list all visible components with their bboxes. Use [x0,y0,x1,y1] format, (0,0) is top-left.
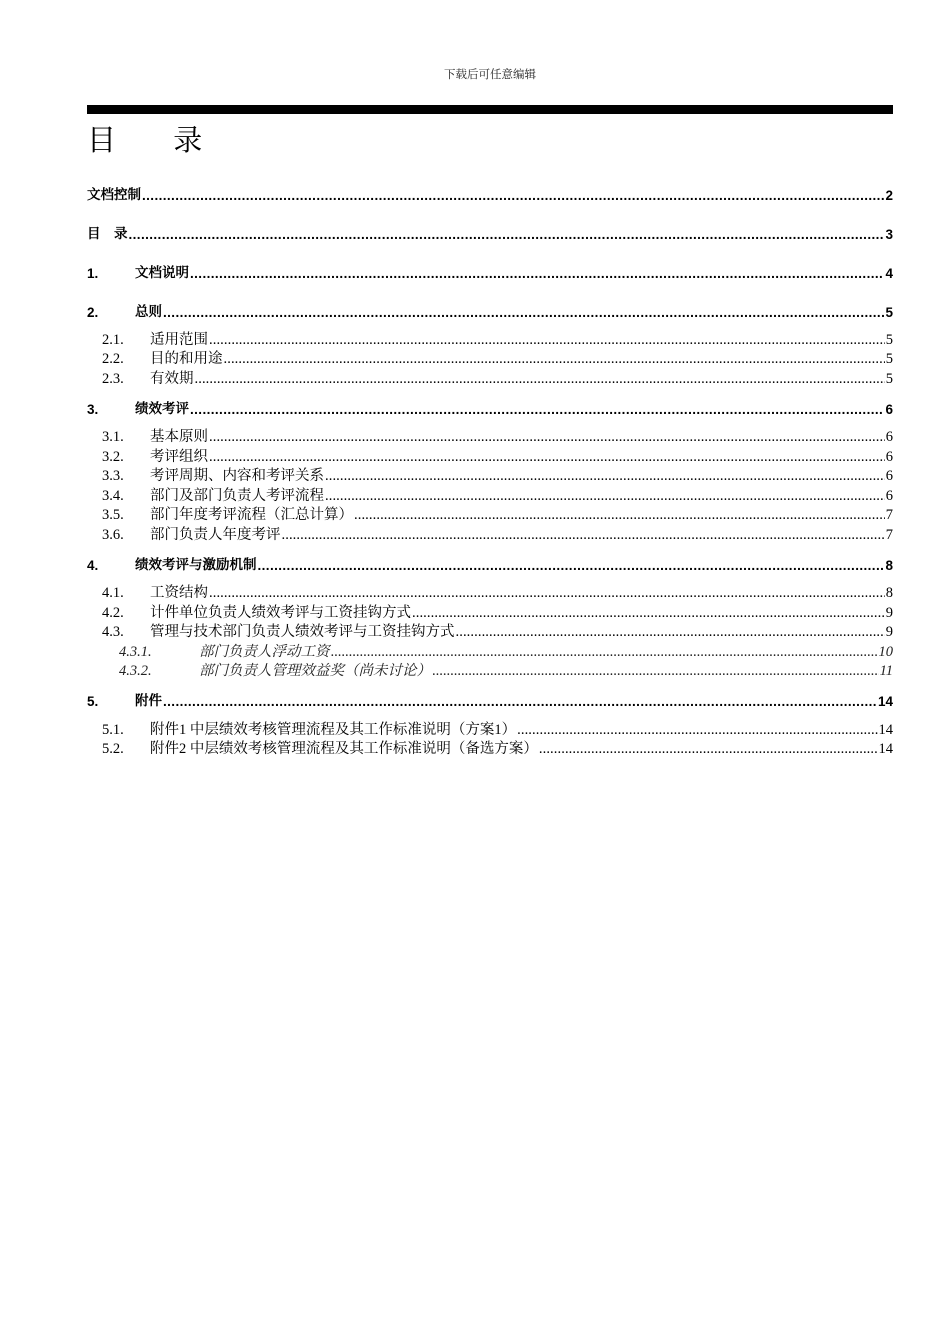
toc-entry[interactable] [87,485,893,505]
toc-entry-label: 绩效考评 [135,401,189,416]
toc-entry-page: 6 [885,449,893,465]
toc-leader-dots [354,507,885,524]
toc-entry-label: 部门及部门负责人考评流程 [150,488,324,504]
toc-entry[interactable] [87,368,893,388]
toc-entry[interactable] [87,329,893,349]
toc-entry-label: 附件2 中层绩效考核管理流程及其工作标准说明（备选方案） [150,741,538,757]
toc-entry-page: 6 [885,402,893,417]
toc-entry-label: 部门负责人浮动工资 [199,644,330,660]
toc-entry-label: 考评组织 [150,449,208,465]
toc-leader-dots [209,429,885,446]
toc-entry-page: 11 [879,663,893,679]
toc-leader-dots [456,624,885,641]
toc-entry-number: 4.2. [102,605,124,621]
toc-entry[interactable] [87,719,893,739]
toc-entry-number: 2.1. [102,332,124,348]
toc-entry-number: 3.3. [102,468,124,484]
toc-entry[interactable] [87,446,893,466]
toc-entry-number: 1. [87,266,99,281]
toc-entry[interactable] [87,553,893,573]
toc-entry[interactable] [87,348,893,368]
toc-entry-label: 计件单位负责人绩效考评与工资挂钩方式 [150,605,411,621]
toc-entry-page: 8 [885,585,893,601]
toc-entry[interactable] [87,465,893,485]
toc-entry[interactable] [87,689,893,709]
toc-entry-page: 10 [878,644,893,660]
toc-entry[interactable] [87,426,893,446]
toc-entry-page: 7 [885,527,893,543]
toc-entry-number: 3.4. [102,488,124,504]
toc-entry-number: 4.3.2. [119,663,152,679]
toc-entry-label: 绩效考评与激励机制 [135,557,257,572]
toc-entry[interactable] [87,504,893,524]
toc-leader-dots [190,266,884,281]
toc-entry-label: 文档控制 [87,187,141,202]
toc-entry-number: 2. [87,305,99,320]
toc-leader-dots [163,305,884,320]
toc-leader-dots [282,527,885,544]
toc-entry-label: 部门负责人年度考评 [150,527,281,543]
toc-leader-dots [190,402,884,417]
header-note: 下载后可任意编辑 [444,67,536,81]
toc-entry-number: 4.3. [102,624,124,640]
toc-entry-label: 文档说明 [135,265,189,280]
toc-entry-page: 14 [878,722,893,738]
toc-leader-dots [432,663,879,680]
toc-entry[interactable] [87,602,893,622]
toc-entry[interactable] [87,660,893,680]
toc-entry-label: 适用范围 [150,332,208,348]
toc-entry[interactable] [87,524,893,544]
toc-entry-page: 6 [885,488,893,504]
toc-entry-page: 5 [885,305,893,320]
toc-entry[interactable] [87,300,893,320]
toc-entry-number: 5.2. [102,741,124,757]
toc-leader-dots [209,585,885,602]
toc-entry-label: 管理与技术部门负责人绩效考评与工资挂钩方式 [150,624,455,640]
toc-leader-dots [258,558,885,573]
toc-leader-dots [412,605,885,622]
toc-entry-number: 5. [87,694,99,709]
toc-entry-label: 附件1 中层绩效考核管理流程及其工作标准说明（方案1） [150,722,517,738]
toc-entry-page: 5 [885,371,893,387]
toc-entry-number: 3.1. [102,429,124,445]
toc-leader-dots [129,227,885,242]
toc-entry[interactable] [87,621,893,641]
toc-entry-label: 目 录 [87,226,128,241]
toc-leader-dots [517,722,877,739]
heading-rule [87,105,893,114]
toc-leader-dots [209,332,885,349]
toc-entry-number: 4.1. [102,585,124,601]
toc-entry-page: 8 [885,558,893,573]
toc-title: 目 录 [87,123,227,157]
toc-entry[interactable] [87,641,893,661]
toc-leader-dots [539,741,878,758]
toc-entry-label: 部门年度考评流程（汇总计算） [150,507,353,523]
toc-entry-page: 4 [885,266,893,281]
toc-entry[interactable] [87,183,893,203]
toc-entry-label: 目的和用途 [150,351,223,367]
toc-entry-number: 4.3.1. [119,644,152,660]
toc-entry-number: 4. [87,558,99,573]
toc-entry-page: 6 [885,429,893,445]
toc-leader-dots [142,188,884,203]
toc-entry-number: 3.5. [102,507,124,523]
toc-entry-number: 3. [87,402,99,417]
toc-entry[interactable] [87,222,893,242]
toc-entry-label: 附件 [135,693,162,708]
toc-entry-page: 5 [885,332,893,348]
toc-entry-label: 工资结构 [150,585,208,601]
toc-entry[interactable] [87,397,893,417]
toc-leader-dots [325,468,885,485]
toc-entry-label: 总则 [135,304,162,319]
toc-entry-number: 2.3. [102,371,124,387]
toc-entry[interactable] [87,261,893,281]
toc-entry-number: 5.1. [102,722,124,738]
toc-entry-page: 9 [885,605,893,621]
toc-entry[interactable] [87,738,893,758]
toc-entry-label: 基本原则 [150,429,208,445]
toc-entry-number: 3.2. [102,449,124,465]
toc-entry-page: 9 [885,624,893,640]
toc-leader-dots [195,371,885,388]
toc-entry-label: 部门负责人管理效益奖（尚未讨论） [199,663,431,679]
toc-entry-page: 3 [885,227,893,242]
toc-leader-dots [224,351,885,368]
toc-leader-dots [163,694,877,709]
toc-entry-label: 考评周期、内容和考评关系 [150,468,324,484]
toc-leader-dots [325,488,885,505]
toc-entry-page: 6 [885,468,893,484]
toc-entry-page: 14 [878,741,893,757]
toc-entry-number: 2.2. [102,351,124,367]
toc-entry[interactable] [87,582,893,602]
toc-entry-label: 有效期 [150,371,194,387]
toc-entry-page: 7 [885,507,893,523]
toc-entry-number: 3.6. [102,527,124,543]
toc-entry-page: 2 [885,188,893,203]
toc-entry-page: 5 [885,351,893,367]
toc-entry-page: 14 [877,694,893,709]
